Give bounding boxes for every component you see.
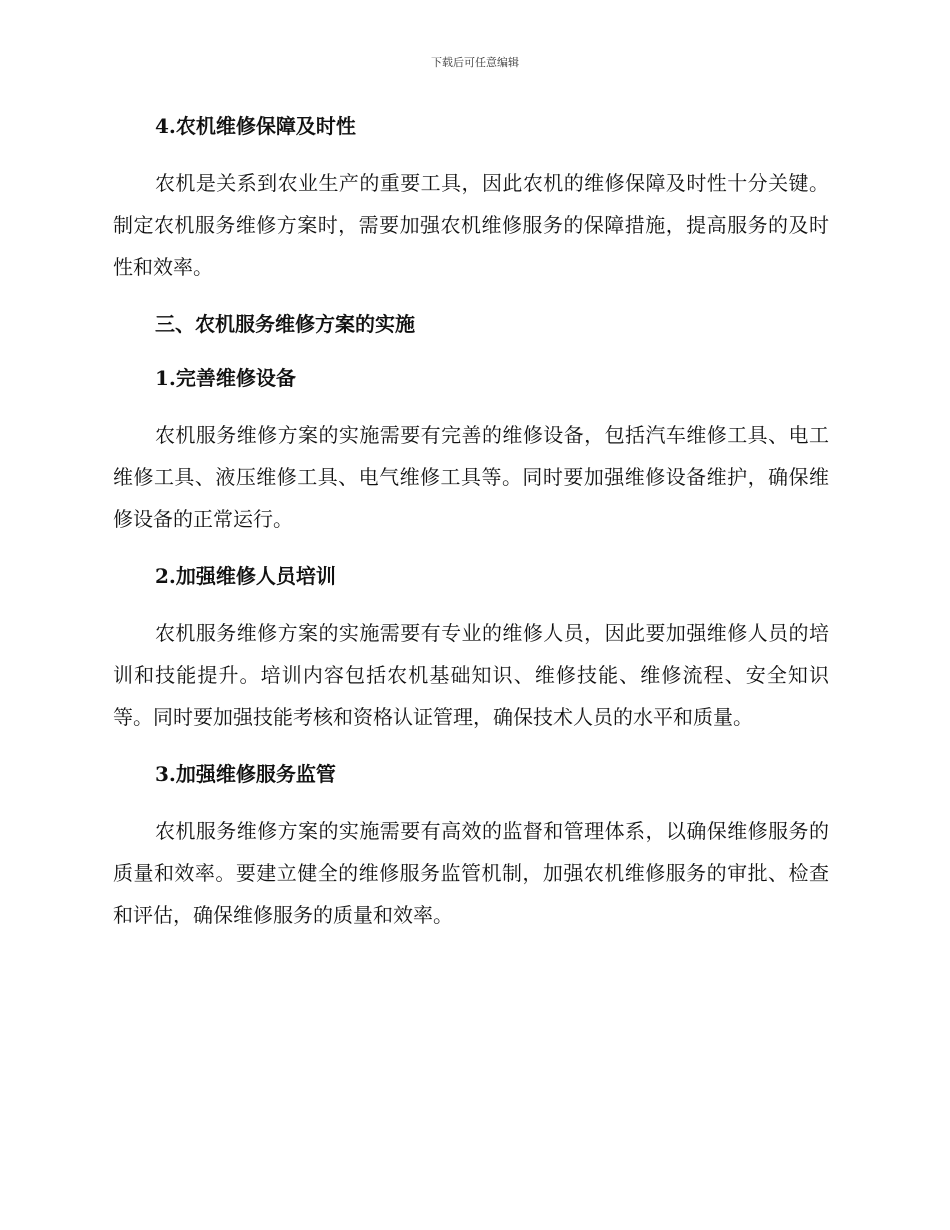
- page-header: 下载后可任意编辑: [431, 56, 519, 69]
- paragraph-equipment: 农机服务维修方案的实施需要有完善的维修设备，包括汽车维修工具、电工维修工具、液压维修工具、电气维修工具等。同时要加强维修设备维护，确保维修设备的正常运行。: [113, 423, 829, 531]
- document-body: [113, 110, 829, 936]
- paragraph-training: 农机服务维修方案的实施需要有专业的维修人员，因此要加强维修人员的培训和技能提升。培训内容包括农机基础知识、维修技能、维修流程、安全知识等。同时要加强技能考核和资格认证管理，确保技术人员的水平和质量。: [113, 621, 829, 729]
- subsection-heading-1: 1.完善维修设备: [155, 366, 296, 390]
- paragraph-maintenance-timeliness: 农机是关系到农业生产的重要工具，因此农机的维修保障及时性十分关键。制定农机服务维修方案时，需要加强农机维修服务的保障措施，提高服务的及时性和效率。: [113, 171, 829, 279]
- paragraph-supervision: 农机服务维修方案的实施需要有高效的监督和管理体系，以确保维修服务的质量和效率。要建立健全的维修服务监管机制，加强农机维修服务的审批、检查和评估，确保维修服务的质量和效率。: [113, 819, 829, 927]
- subsection-heading-4: 4.农机维修保障及时性: [155, 114, 356, 138]
- subsection-heading-3: 3.加强维修服务监管: [155, 762, 336, 786]
- subsection-heading-2: 2.加强维修人员培训: [155, 564, 336, 588]
- section-heading-3: 三、农机服务维修方案的实施: [155, 312, 415, 336]
